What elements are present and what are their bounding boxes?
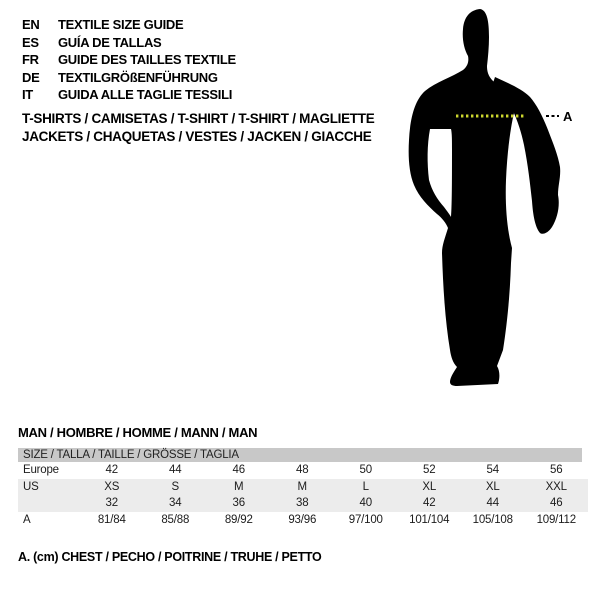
size-table: [18, 448, 588, 528]
cell: 54: [486, 464, 499, 476]
language-label: TEXTILGRÖßENFÜHRUNG: [58, 69, 218, 85]
language-code: DE: [22, 69, 40, 85]
row-label: Europe: [23, 464, 59, 476]
cell: 34: [169, 497, 182, 509]
category-jackets: JACKETS / CHAQUETAS / VESTES / JACKEN / GIACCHE: [22, 129, 372, 144]
table-row-us: [18, 479, 588, 496]
language-row-en: [22, 16, 236, 34]
man-silhouette-figure: [400, 5, 580, 390]
cell: M: [297, 480, 307, 493]
garment-categories: [22, 110, 374, 146]
cell: XS: [104, 480, 120, 493]
cell: XL: [485, 480, 500, 493]
cell: 50: [359, 464, 372, 476]
category-tshirts: T-SHIRTS / CAMISETAS / T-SHIRT / T-SHIRT / MAGLIETTE: [22, 111, 375, 126]
cell: 109/112: [536, 513, 576, 526]
row-label: US: [23, 480, 39, 493]
table-row-europe: [18, 462, 588, 479]
cell: 32: [105, 497, 118, 509]
cell: L: [362, 480, 369, 493]
language-row-es: [22, 34, 236, 52]
language-code: EN: [22, 17, 40, 32]
cell: XL: [422, 480, 437, 493]
cell: 40: [359, 497, 372, 509]
language-label: GUÍA DE TALLAS: [58, 34, 162, 50]
man-silhouette: [409, 9, 514, 386]
cell: 81/84: [97, 513, 126, 526]
language-label: GUIDE DES TAILLES TEXTILE: [58, 52, 236, 68]
cell: 97/100: [348, 513, 383, 526]
cell: XXL: [545, 480, 567, 493]
cell: 56: [550, 464, 563, 476]
language-row-it: [22, 86, 236, 104]
cell: 44: [486, 497, 499, 509]
language-code: IT: [22, 87, 33, 103]
cell: S: [171, 480, 179, 493]
cell: 38: [296, 497, 309, 509]
measure-label-a: A: [563, 109, 573, 124]
cell: 42: [105, 464, 118, 476]
cell: 89/92: [224, 513, 253, 526]
cell: 44: [169, 464, 182, 476]
row-label: [18, 495, 80, 512]
row-label: A: [23, 513, 31, 526]
language-row-de: [22, 69, 236, 87]
cell: 93/96: [288, 513, 317, 526]
cell: 36: [232, 497, 245, 509]
language-row-fr: [22, 51, 236, 69]
cell: 52: [423, 464, 436, 476]
cell: 46: [232, 464, 245, 476]
language-code: ES: [22, 34, 39, 50]
table-row-us-numeric: [18, 495, 588, 512]
measurement-footnote: A. (cm) CHEST / PECHO / POITRINE / TRUHE / PETTO: [18, 550, 322, 564]
language-code: FR: [22, 52, 39, 68]
table-row-a-chest: [18, 512, 588, 529]
section-title-man: MAN / HOMBRE / HOMME / MANN / MAN: [18, 425, 258, 440]
cell: 48: [296, 464, 309, 476]
language-label: TEXTILE SIZE GUIDE: [58, 17, 184, 32]
cell: 85/88: [161, 513, 190, 526]
cell: 46: [550, 497, 563, 509]
size-table-header: SIZE / TALLA / TAILLE / GRÖSSE / TAGLIA: [18, 448, 582, 462]
cell: 105/108: [472, 513, 513, 526]
cell: 42: [423, 497, 436, 509]
language-label: GUIDA ALLE TAGLIE TESSILI: [58, 87, 233, 103]
cell: M: [234, 480, 244, 493]
language-list: [22, 16, 236, 104]
cell: 101/104: [409, 513, 450, 526]
